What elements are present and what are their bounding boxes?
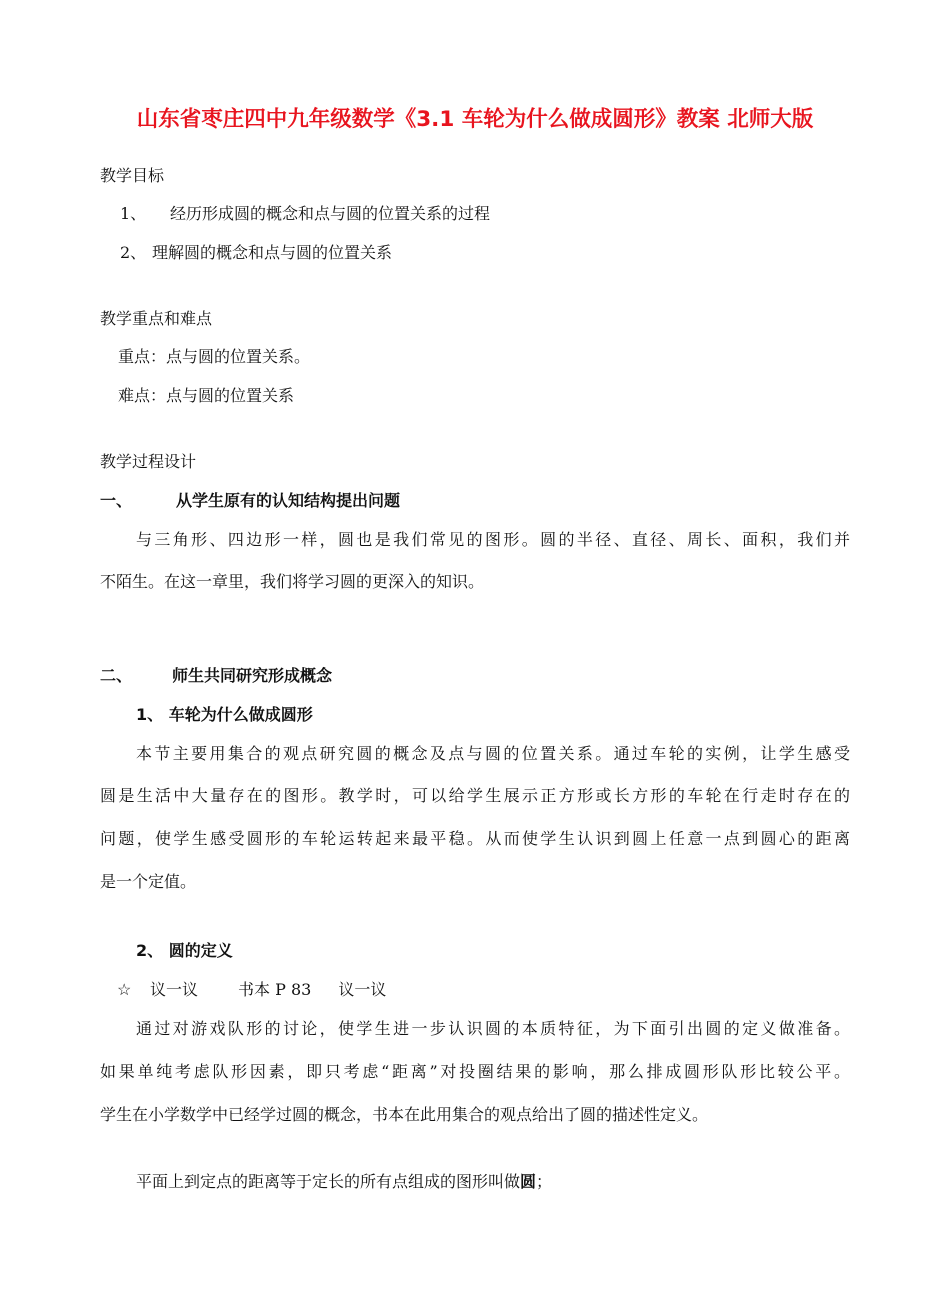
section-2-number: 二、 [100,666,133,685]
definition-term: 圆 [520,1172,537,1191]
section-2-heading [100,666,332,686]
discuss-line [117,980,386,1000]
section-1-number: 一、 [100,491,133,510]
discuss-book-ref: 书本 P 83 [238,980,312,999]
objective-item-1-text: 经历形成圆的概念和点与圆的位置关系的过程 [170,204,491,223]
discuss-label: 议一议 [150,980,199,999]
objective-item-1 [120,204,490,224]
section-1-title: 从学生原有的认知结构提出问题 [176,491,401,510]
document-title: 山东省枣庄四中九年级数学《3.1 车轮为什么做成圆形》教案 北师大版 [136,107,814,132]
star-icon: ☆ [117,980,132,999]
subsection-1-para-line-4: 是一个定值。 [100,872,197,891]
key-points-heading: 教学重点和难点 [100,309,213,328]
objective-item-2-number: 2、 [120,243,147,262]
discuss-label-2: 议一议 [338,980,387,999]
subsection-2-para-line-2: 如果单纯考虑队形因素，即只考虑“距离”对投圈结果的影响，那么排成圆形队形比较公平。 [100,1062,850,1081]
subsection-1-title: 1、 车轮为什么做成圆形 [136,705,313,724]
objective-item-2 [120,243,392,263]
definition-end: ； [536,1172,553,1191]
process-heading: 教学过程设计 [100,452,197,471]
key-point-difficulty: 难点：点与圆的位置关系 [118,386,295,405]
section-1-para-line-1: 与三角形、四边形一样，圆也是我们常见的图形。圆的半径、直径、周长、面积，我们并 [136,530,850,549]
subsection-2-para-line-3: 学生在小学数学中已经学过圆的概念，书本在此用集合的观点给出了圆的描述性定义。 [100,1105,709,1124]
subsection-2-title: 2、 圆的定义 [136,941,233,960]
objective-item-2-text: 理解圆的概念和点与圆的位置关系 [152,243,393,262]
definition-text: 平面上到定点的距离等于定长的所有点组成的图形叫做 [136,1172,521,1191]
objective-item-1-number: 1、 [120,204,147,223]
section-1-heading [100,491,400,511]
subsection-1-para-line-2: 圆是生活中大量存在的图形。教学时，可以给学生展示正方形或长方形的车轮在行走时存在的 [100,786,850,805]
subsection-1-para-line-1: 本节主要用集合的观点研究圆的概念及点与圆的位置关系。通过车轮的实例，让学生感受 [136,744,850,763]
subsection-2-para-line-1: 通过对游戏队形的讨论，使学生进一步认识圆的本质特征，为下面引出圆的定义做准备。 [136,1019,850,1038]
key-point-focus: 重点：点与圆的位置关系。 [118,347,311,366]
section-1-para-line-2: 不陌生。在这一章里，我们将学习圆的更深入的知识。 [100,572,485,591]
circle-definition [136,1172,552,1192]
section-2-title: 师生共同研究形成概念 [172,666,333,685]
subsection-1-para-line-3: 问题，使学生感受圆形的车轮运转起来最平稳。从而使学生认识到圆上任意一点到圆心的距离 [100,829,850,848]
objectives-heading: 教学目标 [100,166,165,185]
